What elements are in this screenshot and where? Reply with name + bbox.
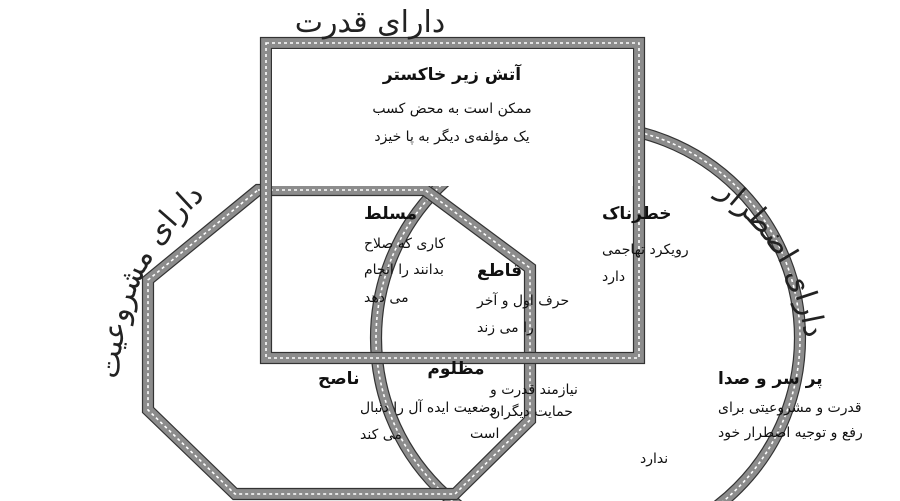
dependent-line-3: است	[470, 426, 500, 442]
dormant-title: آتش زیر خاکستر	[382, 65, 522, 85]
dominant-line-1: کاری که صلاح	[364, 236, 445, 252]
discretionary-title: ناصح	[318, 369, 360, 389]
power-set-label: دارای قدرت	[294, 5, 446, 40]
legitimacy-set-label: دارای مشروعیت	[91, 176, 211, 380]
urgency-set-label: دارای اضطرار	[711, 171, 832, 340]
dangerous-line-1: رویکرد تهاجمی	[602, 242, 689, 258]
dominant-line-3: می دهد	[364, 290, 409, 306]
dormant-region	[372, 63, 531, 145]
dependent-title: مظلوم	[427, 359, 485, 379]
definitive-region	[476, 261, 569, 336]
dangerous-title: خطرناک	[602, 204, 672, 224]
dangerous-region	[602, 204, 689, 285]
definitive-line-2: را می زند	[477, 320, 534, 336]
demanding-line-1: قدرت و مشروعیتی برای	[718, 400, 862, 416]
dependent-line-1: نیازمند قدرت و	[490, 382, 578, 398]
demanding-title: پر سر و صدا	[718, 369, 823, 389]
dependent-line-2: حمایت دیگران	[490, 404, 573, 420]
definitive-line-1: حرف اول و آخر	[477, 293, 570, 309]
legitimacy-set-octagon	[143, 185, 536, 500]
dominant-region	[364, 204, 445, 306]
definitive-title: قاطع	[477, 261, 523, 281]
demanding-line-2: رفع و توجیه اضطرار خود	[718, 425, 863, 441]
dormant-line-2: یک مؤلفه‌ی دیگر به پا خیزد	[374, 129, 530, 145]
demanding-line-3: ندارد	[640, 451, 669, 467]
discretionary-line-1: وضعیت ایده آل را دنبال	[360, 400, 498, 416]
dominant-title: مسلط	[364, 204, 417, 224]
dominant-line-2: بدانند را انجام	[364, 262, 444, 278]
dangerous-line-2: دارد	[602, 269, 626, 285]
discretionary-line-2: می کند	[360, 427, 402, 443]
demanding-region	[640, 369, 863, 467]
dormant-line-1: ممکن است به محض کسب	[372, 101, 532, 117]
